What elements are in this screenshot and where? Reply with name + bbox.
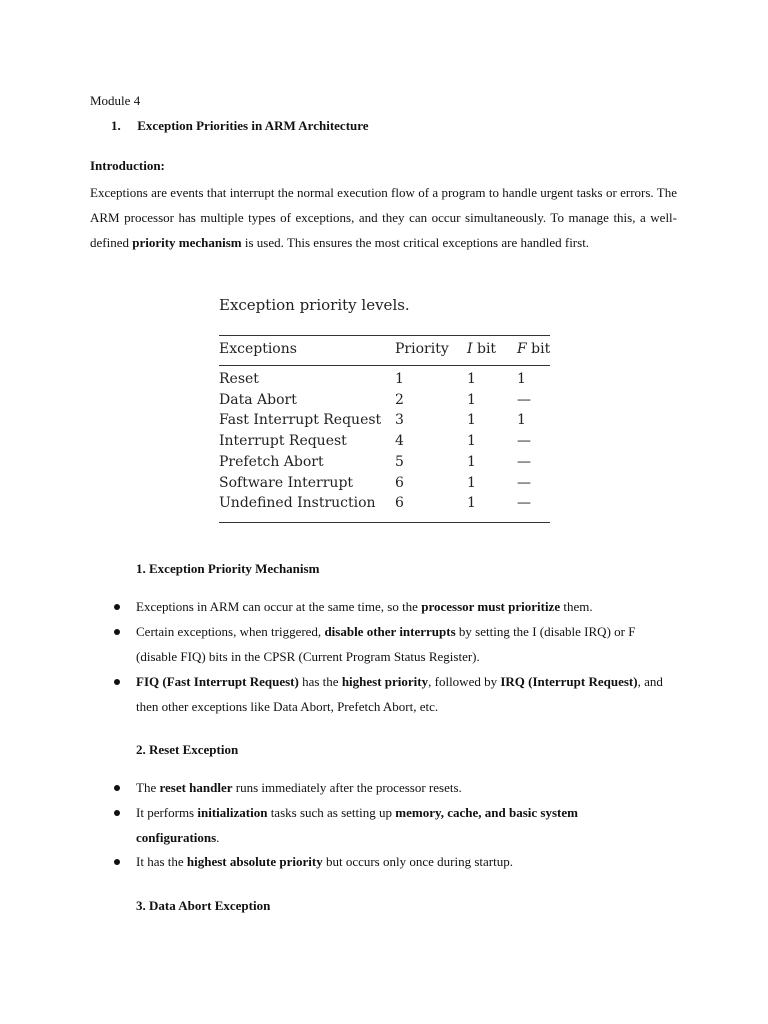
sec2-bullet-3: It has the highest absolute priority but occurs only once during startup. bbox=[136, 854, 513, 869]
table-bottom-rule bbox=[219, 522, 550, 523]
cell-i-bit: 1 bbox=[467, 495, 476, 512]
cell-exception: Interrupt Request bbox=[219, 433, 347, 450]
cell-priority: 4 bbox=[395, 433, 404, 450]
sec2-bullet-1: The reset handler runs immediately after the processor resets. bbox=[136, 780, 462, 795]
cell-exception: Prefetch Abort bbox=[219, 453, 324, 470]
bullet-icon bbox=[114, 629, 120, 635]
sec1-bullet-1: Exceptions in ARM can occur at the same time, so the processor must prioritize them. bbox=[136, 599, 593, 614]
intro-text-2: is used. This ensures the most critical exceptions are handled first. bbox=[241, 235, 590, 250]
table-header-rule bbox=[219, 365, 550, 366]
table-caption: Exception priority levels. bbox=[219, 296, 410, 314]
sec1-bullet-2: Certain exceptions, when triggered, disable other interrupts by setting the I (disable IRQ) or F (disable FIQ) bits in the CPSR (Current Program Status Register). bbox=[136, 624, 636, 664]
cell-f-bit: — bbox=[517, 474, 531, 491]
cell-priority: 5 bbox=[395, 453, 404, 470]
cell-i-bit: 1 bbox=[467, 412, 476, 429]
header-i-bit: I bit bbox=[467, 341, 497, 357]
cell-exception: Software Interrupt bbox=[219, 474, 354, 491]
cell-f-bit: — bbox=[517, 453, 531, 470]
sec1-bullet-3: FIQ (Fast Interrupt Request) has the highest priority, followed by IRQ (Interrupt Request), and then other exceptions like Data Abort, Prefetch Abort, etc. bbox=[136, 674, 663, 714]
intro-text-1: Exceptions are events that interrupt the normal execution flow of a program to handle urgent tasks or errors. The ARM processor has multiple types of exceptions, and they can occur simultaneously. To manage this, a well-defined bbox=[90, 185, 677, 250]
cell-i-bit: 1 bbox=[467, 474, 476, 491]
sec2-bullet-2: It performs initialization tasks such as setting up memory, cache, and basic system configurations. bbox=[136, 805, 578, 845]
cell-priority: 2 bbox=[395, 391, 404, 408]
bullet-icon bbox=[114, 810, 120, 816]
bullet-icon bbox=[114, 604, 120, 610]
sec1-heading: 1. Exception Priority Mechanism bbox=[136, 561, 320, 576]
header-priority: Priority bbox=[395, 341, 449, 357]
bullet-icon bbox=[114, 785, 120, 791]
cell-f-bit: — bbox=[517, 433, 531, 450]
bullet-icon bbox=[114, 859, 120, 865]
section-number: 1. bbox=[111, 118, 121, 133]
intro-heading: Introduction: bbox=[90, 158, 165, 173]
cell-f-bit: — bbox=[517, 391, 531, 408]
cell-exception: Undefined Instruction bbox=[219, 495, 376, 512]
sec3-heading: 3. Data Abort Exception bbox=[136, 898, 271, 913]
cell-i-bit: 1 bbox=[467, 371, 476, 387]
header-f-bit: F bit bbox=[517, 341, 551, 357]
cell-i-bit: 1 bbox=[467, 453, 476, 470]
cell-f-bit: 1 bbox=[517, 412, 526, 429]
intro-bold: priority mechanism bbox=[132, 235, 242, 250]
cell-f-bit: 1 bbox=[517, 371, 526, 387]
module-label: Module 4 bbox=[90, 93, 141, 108]
bullet-icon bbox=[114, 679, 120, 685]
section-title bbox=[111, 118, 369, 134]
cell-f-bit: — bbox=[517, 495, 531, 512]
cell-exception: Fast Interrupt Request bbox=[219, 412, 382, 429]
cell-exception: Data Abort bbox=[219, 391, 297, 408]
cell-priority: 3 bbox=[395, 412, 404, 429]
header-exceptions: Exceptions bbox=[219, 341, 297, 357]
cell-i-bit: 1 bbox=[467, 433, 476, 450]
section-title-text: Exception Priorities in ARM Architecture bbox=[137, 118, 369, 133]
table-top-rule bbox=[219, 335, 550, 336]
sec2-heading: 2. Reset Exception bbox=[136, 742, 239, 757]
cell-priority: 1 bbox=[395, 371, 404, 387]
cell-priority: 6 bbox=[395, 495, 404, 512]
intro-paragraph bbox=[90, 180, 677, 255]
cell-exception: Reset bbox=[219, 371, 259, 387]
cell-i-bit: 1 bbox=[467, 391, 476, 408]
cell-priority: 6 bbox=[395, 474, 404, 491]
